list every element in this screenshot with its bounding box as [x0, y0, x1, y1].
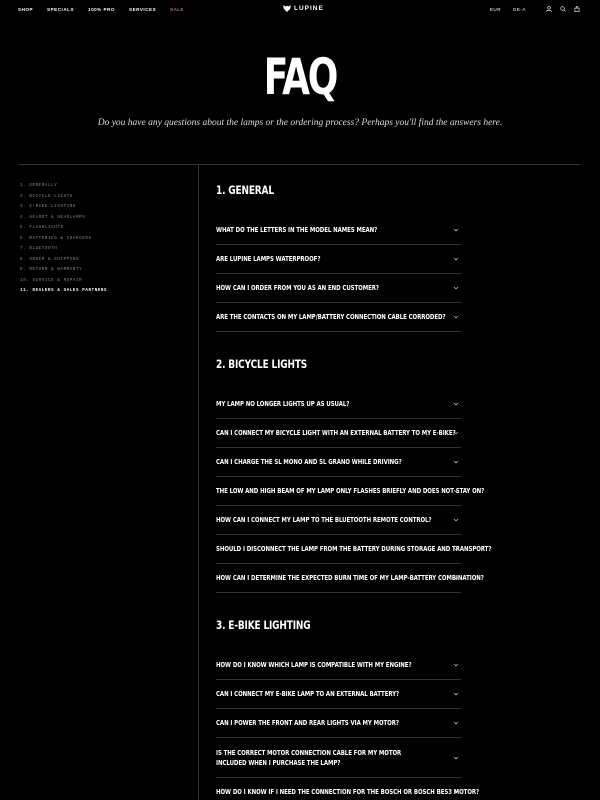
faq-question[interactable]: [216, 709, 461, 738]
faq-question[interactable]: [216, 448, 461, 477]
section-title-e-bike-lighting: 3. E-BIKE LIGHTING: [216, 618, 311, 632]
faq-question[interactable]: [216, 274, 461, 303]
question-text: HOW CAN I DETERMINE THE EXPECTED BURN TIME OF MY LAMP-BATTERY COMBINATION?: [216, 574, 484, 582]
faq-question[interactable]: [216, 303, 461, 332]
question-text: SHOULD I DISCONNECT THE LAMP FROM THE BATTERY DURING STORAGE AND TRANSPORT?: [216, 545, 492, 553]
question-text: HOW DO I KNOW IF I NEED THE CONNECTION FOR THE BOSCH OR BOSCH BES3 MOTOR?: [216, 788, 480, 796]
section-title-general: 1. GENERAL: [216, 183, 274, 197]
sidebar-item-helmet-headlamps[interactable]: 4. HELMET & HEADLAMPS: [20, 215, 86, 220]
sidebar-item-return-warranty[interactable]: 9. RETURN & WARRANTY: [20, 268, 83, 272]
faq-category-sidebar: [20, 181, 190, 297]
currency-selector[interactable]: EUR: [489, 6, 502, 12]
search-icon[interactable]: [560, 6, 566, 12]
chevron-down-icon: [453, 314, 459, 320]
nav-shop[interactable]: SHOP: [18, 7, 34, 12]
sidebar-item-order-shipping[interactable]: 8. ORDER & SHIPPING: [20, 257, 80, 262]
sidebar-item-batteries-chargers[interactable]: 6. BATTERIES & CHARGERS: [20, 236, 92, 241]
question-text: ARE LUPINE LAMPS WATERPROOF?: [216, 255, 321, 263]
sidebar-item-generally[interactable]: 1. GENERALLY: [20, 184, 58, 188]
sidebar-item-bicycle-lights[interactable]: 2. BICYCLE LIGHTS: [20, 194, 73, 199]
sidebar-item-dealers-sales-partners[interactable]: 11. DEALERS & SALES PARTNERS: [20, 289, 108, 293]
question-text: HOW DO I KNOW WHICH LAMP IS COMPATIBLE WITH MY ENGINE?: [216, 661, 412, 669]
brand-name: LUPINE: [294, 5, 324, 12]
faq-content: [216, 180, 492, 800]
chevron-down-icon: [453, 227, 459, 233]
question-text: MY LAMP NO LONGER LIGHTS UP AS USUAL?: [216, 400, 350, 408]
nav-specials[interactable]: SPECIALS: [47, 7, 75, 12]
section-title-bicycle-lights: 2. BICYCLE LIGHTS: [216, 357, 308, 371]
chevron-down-icon: [453, 755, 459, 761]
question-text: CAN I CHARGE THE SL MONO AND SL GRANO WHILE DRIVING?: [216, 458, 402, 466]
question-text: THE LOW AND HIGH BEAM OF MY LAMP ONLY FLASHES BRIEFLY AND DOES NOT STAY ON?: [216, 487, 485, 495]
chevron-down-icon: [453, 575, 459, 581]
chevron-down-icon: [453, 662, 459, 668]
sidebar-item-service-repair[interactable]: 10. SERVICE & REPAIR: [20, 278, 83, 283]
question-text: CAN I CONNECT MY BICYCLE LIGHT WITH AN EXTERNAL BATTERY TO MY E-BIKE?: [216, 429, 456, 437]
question-text: CAN I POWER THE FRONT AND REAR LIGHTS VIA MY MOTOR?: [216, 719, 399, 727]
sidebar-item-flashlights[interactable]: 5. FLASHLIGHTS: [20, 226, 64, 230]
question-text: HOW CAN I CONNECT MY LAMP TO THE BLUETOOTH REMOTE CONTROL?: [216, 516, 432, 524]
chevron-down-icon: [453, 256, 459, 262]
sidebar-item-bluetooth[interactable]: 7. BLUETOOTH: [20, 247, 58, 251]
chevron-down-icon: [453, 517, 459, 523]
main-menu: [18, 7, 198, 12]
faq-question[interactable]: [216, 419, 461, 448]
question-text: CAN I CONNECT MY E-BIKE LAMP TO AN EXTERNAL BATTERY?: [216, 690, 400, 698]
faq-question[interactable]: [216, 390, 461, 419]
faq-question[interactable]: [216, 477, 485, 506]
chevron-down-icon: [453, 720, 459, 726]
chevron-down-icon: [453, 789, 459, 795]
question-text: IS THE CORRECT MOTOR CONNECTION CABLE FOR MY MOTOR INCLUDED WHEN I PURCHASE THE LAMP?: [216, 748, 402, 767]
cart-icon[interactable]: [574, 6, 580, 12]
nav-100-pro[interactable]: 100% PRO: [88, 7, 115, 12]
utility-menu: [490, 6, 580, 12]
locale-selector[interactable]: DE-A: [513, 6, 526, 12]
question-text: WHAT DO THE LETTERS IN THE MODEL NAMES MEAN?: [216, 226, 378, 234]
faq-question[interactable]: [216, 738, 461, 778]
faq-question[interactable]: [216, 245, 461, 274]
chevron-down-icon: [453, 285, 459, 291]
page-title: FAQ: [263, 48, 337, 106]
chevron-down-icon: [453, 401, 459, 407]
page-subtitle: Do you have any questions about the lamps or the ordering process? Perhaps you'll find the answers here.: [97, 118, 503, 128]
brand-logo[interactable]: [283, 5, 324, 12]
question-text: HOW CAN I ORDER FROM YOU AS AN END CUSTOMER?: [216, 284, 379, 292]
chevron-down-icon: [453, 691, 459, 697]
faq-question[interactable]: [216, 564, 484, 593]
faq-question[interactable]: [216, 216, 461, 245]
wolf-logo-icon: [283, 5, 291, 12]
top-navigation: [0, 0, 600, 20]
faq-question[interactable]: [216, 506, 461, 535]
nav-sale[interactable]: SALE: [170, 7, 184, 12]
nav-services[interactable]: SERVICES: [129, 7, 157, 12]
question-text: ARE THE CONTACTS ON MY LAMP/BATTERY CONNECTION CABLE CORRODED?: [216, 313, 446, 321]
faq-question[interactable]: [216, 680, 461, 709]
chevron-down-icon: [453, 488, 459, 494]
sidebar-item-e-bike-lighting[interactable]: 3. E-BIKE LIGHTING: [20, 205, 77, 209]
chevron-down-icon: [453, 459, 459, 465]
faq-question[interactable]: [216, 778, 480, 800]
divider-horizontal: [18, 164, 580, 165]
faq-question[interactable]: [216, 651, 461, 680]
user-icon[interactable]: [546, 6, 552, 12]
chevron-down-icon: [453, 430, 459, 436]
faq-question[interactable]: [216, 535, 492, 564]
divider-vertical: [198, 164, 199, 800]
chevron-down-icon: [453, 546, 459, 552]
